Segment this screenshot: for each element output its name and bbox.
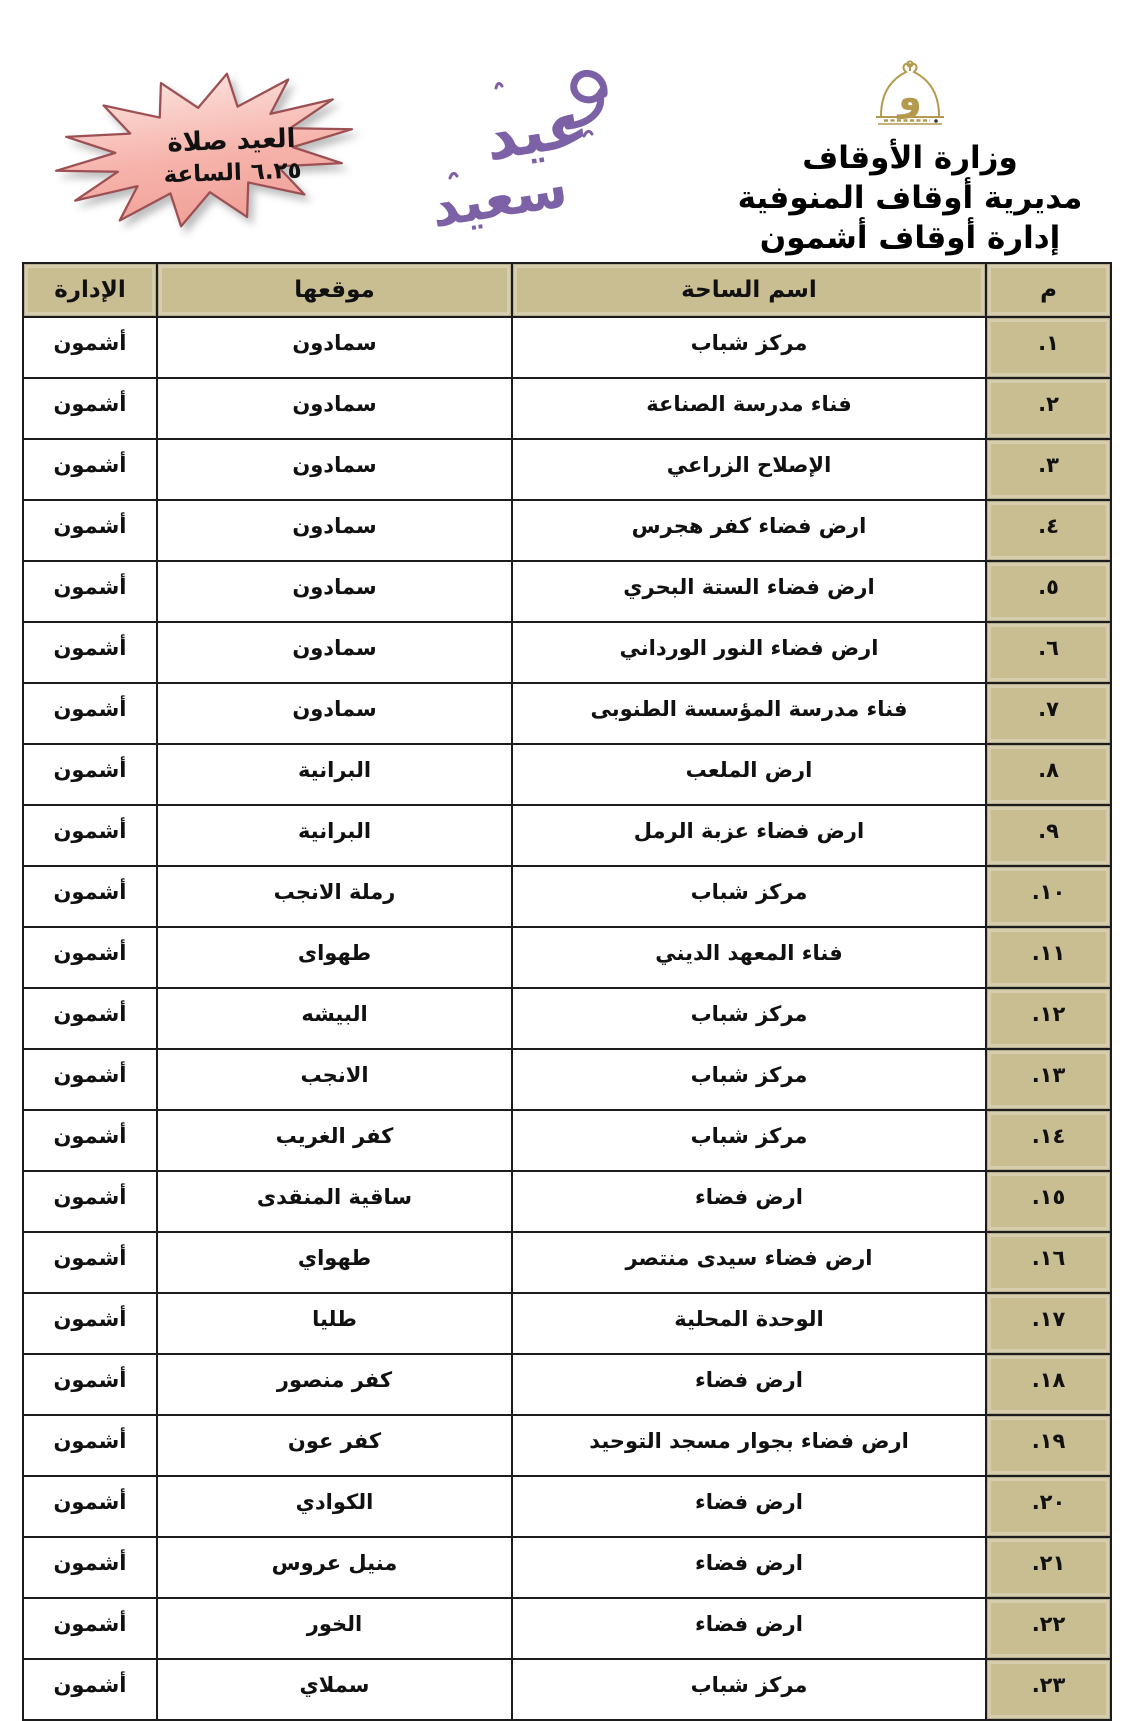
cell-location: كفر الغريب bbox=[157, 1110, 512, 1171]
table-row bbox=[23, 927, 1111, 988]
cell-name: فناء مدرسة الصناعة bbox=[512, 378, 986, 439]
cell-num: ١٨. bbox=[986, 1354, 1111, 1415]
eid-saeed-calligraphy bbox=[398, 60, 622, 250]
cell-name: مركز شباب bbox=[512, 988, 986, 1049]
cell-admin: أشمون bbox=[23, 744, 157, 805]
cell-name: مركز شباب bbox=[512, 317, 986, 378]
cell-name: ارض فضاء سيدى منتصر bbox=[512, 1232, 986, 1293]
badge-line-time: الساعة ٦.٢٥ bbox=[163, 157, 303, 189]
cell-name: مركز شباب bbox=[512, 1110, 986, 1171]
logo-dot bbox=[934, 119, 938, 123]
table-row bbox=[23, 683, 1111, 744]
cell-location: طليا bbox=[157, 1293, 512, 1354]
cell-location: البرانية bbox=[157, 805, 512, 866]
cell-num: ٤. bbox=[986, 500, 1111, 561]
cell-location: منيل عروس bbox=[157, 1537, 512, 1598]
cell-admin: أشمون bbox=[23, 805, 157, 866]
cell-location: سملاي bbox=[157, 1659, 512, 1720]
table-row bbox=[23, 439, 1111, 500]
table-row bbox=[23, 744, 1111, 805]
cell-location: سمادون bbox=[157, 317, 512, 378]
table-row bbox=[23, 500, 1111, 561]
cell-num: ٧. bbox=[986, 683, 1111, 744]
cell-location: البيشه bbox=[157, 988, 512, 1049]
table-row bbox=[23, 866, 1111, 927]
cell-num: ٦. bbox=[986, 622, 1111, 683]
cell-location: سمادون bbox=[157, 683, 512, 744]
cell-name: الوحدة المحلية bbox=[512, 1293, 986, 1354]
cell-admin: أشمون bbox=[23, 1415, 157, 1476]
cell-name: فناء المعهد الديني bbox=[512, 927, 986, 988]
cell-admin: أشمون bbox=[23, 1171, 157, 1232]
column-header-location: موقعها bbox=[157, 263, 512, 317]
cell-location: الخور bbox=[157, 1598, 512, 1659]
directorate-title: مديرية أوقاف المنوفية bbox=[737, 180, 1083, 216]
table-row bbox=[23, 378, 1111, 439]
cell-location: سمادون bbox=[157, 439, 512, 500]
cell-name: مركز شباب bbox=[512, 1049, 986, 1110]
cell-name: ارض فضاء الستة البحري bbox=[512, 561, 986, 622]
cell-name: ارض فضاء bbox=[512, 1354, 986, 1415]
table-row bbox=[23, 1415, 1111, 1476]
cell-location: سمادون bbox=[157, 500, 512, 561]
cell-num: ١٢. bbox=[986, 988, 1111, 1049]
table-row bbox=[23, 1232, 1111, 1293]
table-header-row bbox=[23, 263, 1111, 317]
table-row bbox=[23, 1598, 1111, 1659]
cell-name: الإصلاح الزراعي bbox=[512, 439, 986, 500]
cell-num: ٨. bbox=[986, 744, 1111, 805]
badge-line-prayer: صلاة العيد bbox=[166, 123, 297, 159]
cell-admin: أشمون bbox=[23, 1232, 157, 1293]
cell-admin: أشمون bbox=[23, 317, 157, 378]
cell-name: مركز شباب bbox=[512, 1659, 986, 1720]
cell-name: ارض فضاء عزبة الرمل bbox=[512, 805, 986, 866]
cell-num: ١٠. bbox=[986, 866, 1111, 927]
cell-admin: أشمون bbox=[23, 500, 157, 561]
cell-num: ٣. bbox=[986, 439, 1111, 500]
table-row bbox=[23, 805, 1111, 866]
cell-location: سمادون bbox=[157, 378, 512, 439]
cell-num: ٢. bbox=[986, 378, 1111, 439]
column-header-admin: الإدارة bbox=[23, 263, 157, 317]
cell-admin: أشمون bbox=[23, 927, 157, 988]
table-row bbox=[23, 1171, 1111, 1232]
cell-admin: أشمون bbox=[23, 561, 157, 622]
cell-location: كفر عون bbox=[157, 1415, 512, 1476]
awqaf-mosque-dome-logo-icon bbox=[868, 58, 952, 138]
cell-admin: أشمون bbox=[23, 1476, 157, 1537]
cell-admin: أشمون bbox=[23, 1537, 157, 1598]
cell-num: ٢٣. bbox=[986, 1659, 1111, 1720]
cell-num: ٢٢. bbox=[986, 1598, 1111, 1659]
table-row bbox=[23, 1293, 1111, 1354]
column-header-name: اسم الساحة bbox=[512, 263, 986, 317]
cell-location: كفر منصور bbox=[157, 1354, 512, 1415]
cell-location: البرانية bbox=[157, 744, 512, 805]
cell-location: طهواي bbox=[157, 1232, 512, 1293]
cell-name: ارض الملعب bbox=[512, 744, 986, 805]
column-header-num: م bbox=[986, 263, 1111, 317]
table-row bbox=[23, 317, 1111, 378]
cell-num: ٢١. bbox=[986, 1537, 1111, 1598]
administration-title: إدارة أوقاف أشمون bbox=[759, 220, 1061, 256]
cell-admin: أشمون bbox=[23, 1110, 157, 1171]
cell-admin: أشمون bbox=[23, 1659, 157, 1720]
cell-admin: أشمون bbox=[23, 378, 157, 439]
cell-num: ١١. bbox=[986, 927, 1111, 988]
greeting-word-saeed: سعيد bbox=[426, 155, 572, 240]
table-row bbox=[23, 1354, 1111, 1415]
table-row bbox=[23, 1110, 1111, 1171]
cell-num: ٥. bbox=[986, 561, 1111, 622]
cell-location: الكوادي bbox=[157, 1476, 512, 1537]
table-body bbox=[23, 317, 1111, 1720]
greeting-word-eid: عيد bbox=[479, 86, 594, 175]
cell-name: ارض فضاء النور الورداني bbox=[512, 622, 986, 683]
cell-name: ارض فضاء bbox=[512, 1171, 986, 1232]
cell-location: رملة الانجب bbox=[157, 866, 512, 927]
cell-num: ١٤. bbox=[986, 1110, 1111, 1171]
cell-num: ٩. bbox=[986, 805, 1111, 866]
badge-text bbox=[53, 64, 411, 248]
cell-name: ارض فضاء bbox=[512, 1537, 986, 1598]
cell-location: سمادون bbox=[157, 561, 512, 622]
cell-num: ١٧. bbox=[986, 1293, 1111, 1354]
table-row bbox=[23, 561, 1111, 622]
table-row bbox=[23, 1659, 1111, 1720]
cell-name: ارض فضاء كفر هجرس bbox=[512, 500, 986, 561]
cell-name: مركز شباب bbox=[512, 866, 986, 927]
cell-num: ١٥. bbox=[986, 1171, 1111, 1232]
cell-location: طهواى bbox=[157, 927, 512, 988]
prayer-locations-table bbox=[22, 262, 1112, 1721]
cell-admin: أشمون bbox=[23, 683, 157, 744]
table-row bbox=[23, 988, 1111, 1049]
cell-admin: أشمون bbox=[23, 1598, 157, 1659]
cell-admin: أشمون bbox=[23, 439, 157, 500]
cell-location: سمادون bbox=[157, 622, 512, 683]
ministry-header-block bbox=[705, 58, 1115, 258]
cell-admin: أشمون bbox=[23, 988, 157, 1049]
cell-name: ارض فضاء bbox=[512, 1598, 986, 1659]
cell-name: ارض فضاء bbox=[512, 1476, 986, 1537]
table-row bbox=[23, 622, 1111, 683]
cell-admin: أشمون bbox=[23, 866, 157, 927]
logo-waw-letter: و bbox=[898, 75, 922, 119]
cell-num: ٢٠. bbox=[986, 1476, 1111, 1537]
cell-name: ارض فضاء بجوار مسجد التوحيد bbox=[512, 1415, 986, 1476]
cell-num: ١٣. bbox=[986, 1049, 1111, 1110]
cell-num: ١٦. bbox=[986, 1232, 1111, 1293]
cell-admin: أشمون bbox=[23, 1049, 157, 1110]
cell-location: ساقية المنقدى bbox=[157, 1171, 512, 1232]
cell-admin: أشمون bbox=[23, 1293, 157, 1354]
table-row bbox=[23, 1049, 1111, 1110]
cell-name: فناء مدرسة المؤسسة الطنوبى bbox=[512, 683, 986, 744]
cell-admin: أشمون bbox=[23, 622, 157, 683]
ministry-title: وزارة الأوقاف bbox=[802, 140, 1018, 176]
table-row bbox=[23, 1537, 1111, 1598]
cell-num: ١. bbox=[986, 317, 1111, 378]
eid-prayer-starburst-badge bbox=[28, 64, 380, 236]
table-row bbox=[23, 1476, 1111, 1537]
cell-location: الانجب bbox=[157, 1049, 512, 1110]
cell-admin: أشمون bbox=[23, 1354, 157, 1415]
cell-num: ١٩. bbox=[986, 1415, 1111, 1476]
